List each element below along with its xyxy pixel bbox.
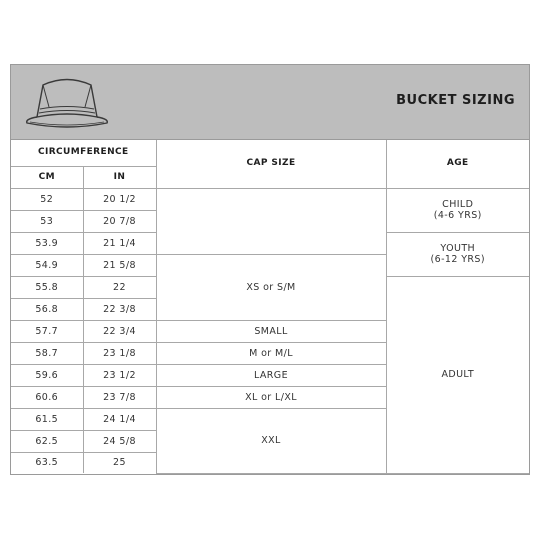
circumference-header: CIRCUMFERENCE <box>11 140 156 166</box>
age-cell-youth: YOUTH (6-12 YRS) <box>386 232 529 276</box>
in-cell: 25 <box>83 452 156 473</box>
cm-cell: 58.7 <box>11 342 83 364</box>
cm-cell: 62.5 <box>11 430 83 452</box>
cm-header: CM <box>11 166 83 188</box>
cap-size-cell-blank <box>156 188 386 254</box>
in-cell: 22 3/8 <box>83 298 156 320</box>
in-cell: 21 1/4 <box>83 232 156 254</box>
cm-cell: 53.9 <box>11 232 83 254</box>
cap-size-cell: LARGE <box>156 364 386 386</box>
cm-cell: 59.6 <box>11 364 83 386</box>
sizing-chart <box>10 64 530 475</box>
in-header: IN <box>83 166 156 188</box>
in-cell: 20 1/2 <box>83 188 156 210</box>
in-cell: 23 1/8 <box>83 342 156 364</box>
in-cell: 24 1/4 <box>83 408 156 430</box>
cap-size-cell: M or M/L <box>156 342 386 364</box>
age-cell-child: CHILD (4-6 YRS) <box>386 188 529 232</box>
in-cell: 23 7/8 <box>83 386 156 408</box>
cm-cell: 57.7 <box>11 320 83 342</box>
cm-cell: 55.8 <box>11 276 83 298</box>
in-cell: 23 1/2 <box>83 364 156 386</box>
cap-size-cell: XXL <box>156 408 386 473</box>
chart-title: BUCKET SIZING <box>396 93 515 108</box>
cap-size-cell: XL or L/XL <box>156 386 386 408</box>
in-cell: 22 3/4 <box>83 320 156 342</box>
in-cell: 21 5/8 <box>83 254 156 276</box>
cap-size-cell: XS or S/M <box>156 254 386 320</box>
table-row <box>11 188 529 210</box>
cm-cell: 54.9 <box>11 254 83 276</box>
cm-cell: 63.5 <box>11 452 83 473</box>
cm-cell: 60.6 <box>11 386 83 408</box>
in-cell: 20 7/8 <box>83 210 156 232</box>
age-cell-adult: ADULT <box>386 276 529 473</box>
cap-size-cell: SMALL <box>156 320 386 342</box>
cm-cell: 61.5 <box>11 408 83 430</box>
chart-banner <box>11 65 529 140</box>
cm-cell: 56.8 <box>11 298 83 320</box>
cap-size-header: CAP SIZE <box>156 140 386 188</box>
cm-cell: 53 <box>11 210 83 232</box>
in-cell: 24 5/8 <box>83 430 156 452</box>
sizing-table <box>11 140 529 474</box>
bucket-hat-icon <box>21 71 113 133</box>
cm-cell: 52 <box>11 188 83 210</box>
age-header: AGE <box>386 140 529 188</box>
in-cell: 22 <box>83 276 156 298</box>
